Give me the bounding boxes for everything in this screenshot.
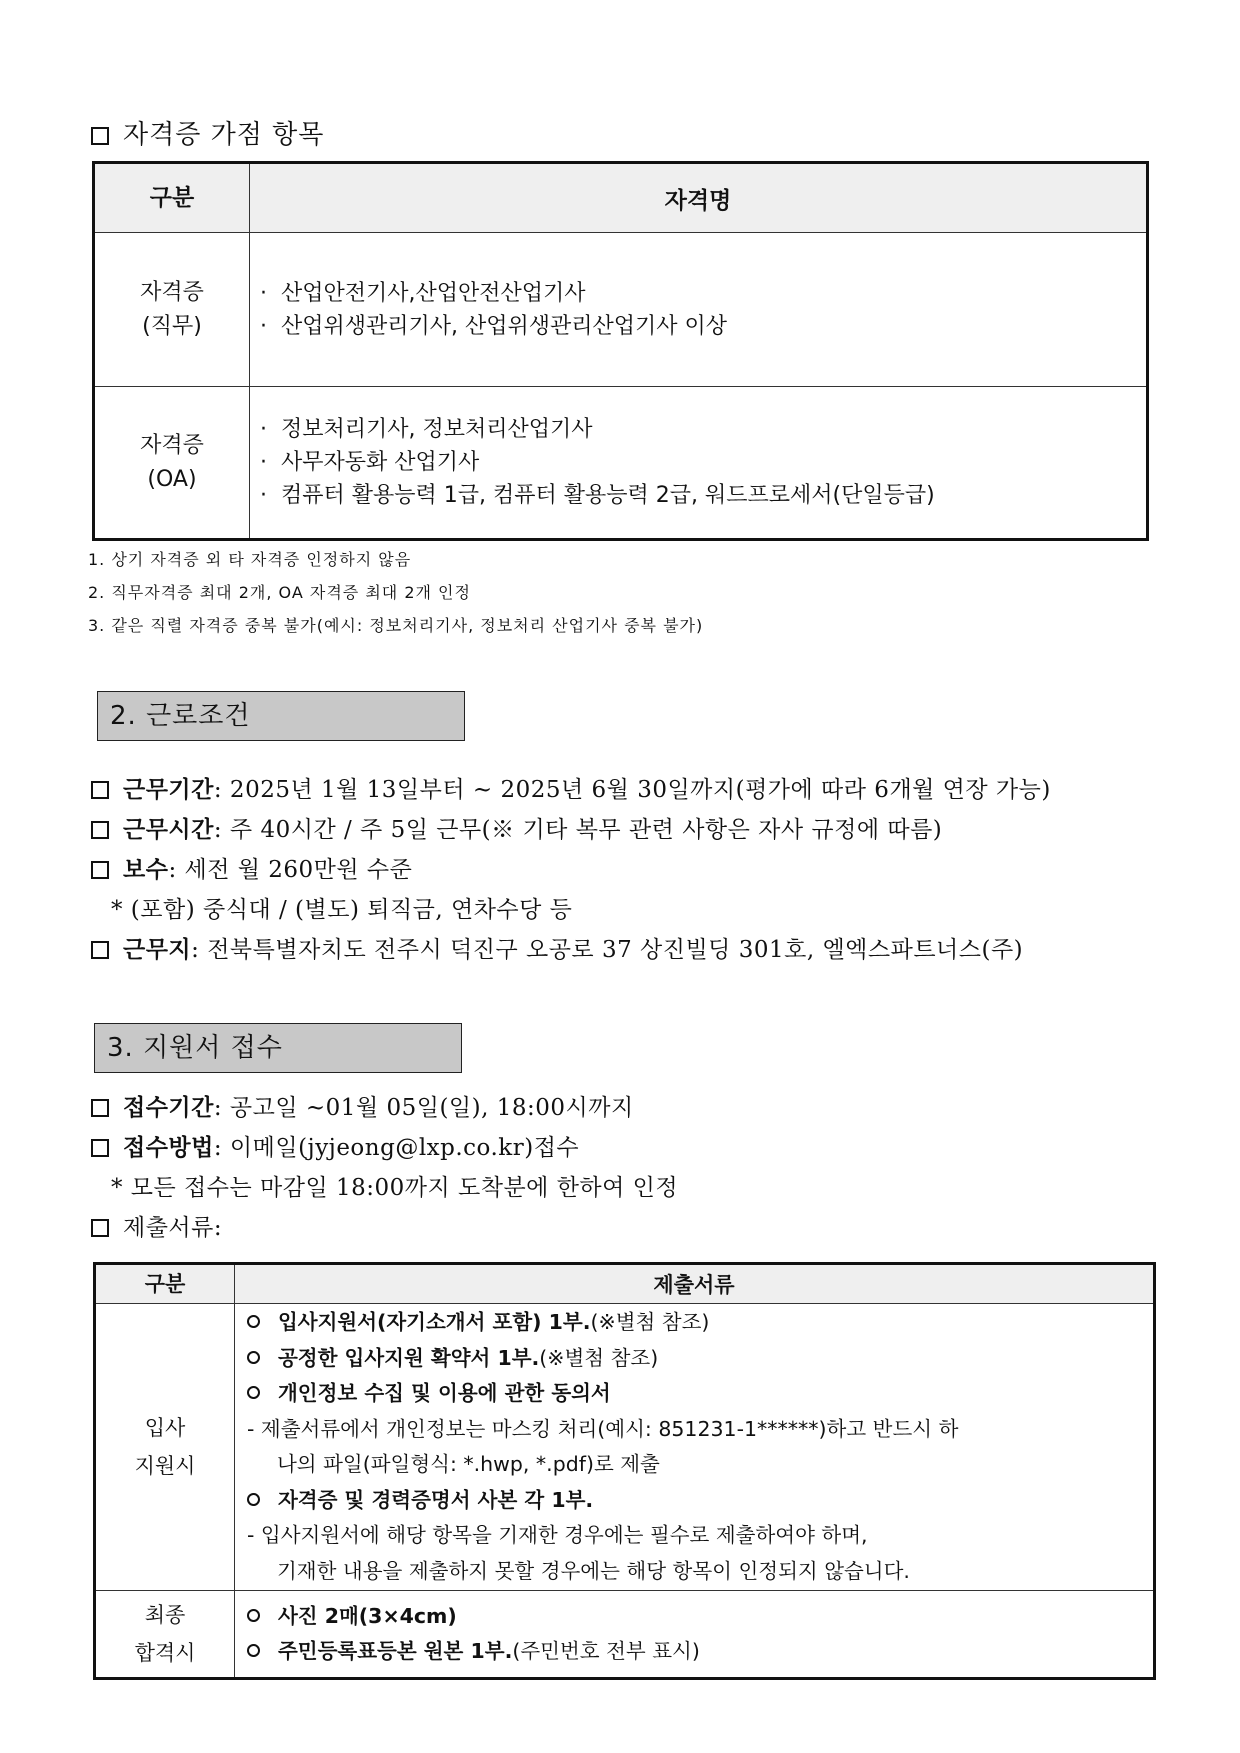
circle-bullet-icon [247, 1386, 260, 1399]
row-items [235, 1591, 1155, 1679]
list-note: * 모든 접수는 마감일 18:00까지 도착분에 한하여 인정 [111, 1175, 679, 1201]
note-line: 2. 직무자격증 최대 2개, OA 자격증 최대 2개 인정 [88, 583, 471, 602]
checkbox-square-icon [91, 861, 109, 879]
circle-bullet-icon [247, 1315, 260, 1328]
row-items [235, 1304, 1155, 1591]
list-subitem: - 제출서류에서 개인정보는 마스킹 처리(예시: 851231-1******)하고 반드시 하 [247, 1416, 959, 1441]
checkbox-square-icon [91, 1099, 109, 1117]
row-category: 입사 지원시 [95, 1304, 235, 1591]
list-item: 공정한 입사지원 확약서 1부.(※별첨 참조) [247, 1341, 1152, 1377]
table-row [94, 387, 1148, 540]
checkbox-square-icon [91, 781, 109, 799]
list-item: 주민등록표등본 원본 1부.(주민번호 전부 표시) [247, 1634, 1152, 1670]
row-items [250, 387, 1148, 540]
row-items [250, 233, 1148, 387]
circle-bullet-icon [247, 1644, 260, 1657]
list-subitem: 나의 파일(파일형식: *.hwp, *.pdf)로 제출 [277, 1452, 660, 1476]
section-heading-apply: 3. 지원서 접수 [94, 1023, 462, 1073]
documents-table [93, 1262, 1156, 1680]
list-item: 접수기간: 공고일 ~01월 05일(일), 18:00시까지 [91, 1088, 678, 1128]
checkbox-square-icon [91, 1219, 109, 1237]
list-item: 입사지원서(자기소개서 포함) 1부.(※별첨 참조) [247, 1305, 1152, 1341]
list-item: 근무지: 전북특별자치도 전주시 덕진구 오공로 37 상진빌딩 301호, 엘엑스파트너스(주) [91, 930, 1051, 970]
circle-bullet-icon [247, 1351, 260, 1364]
row-category: 최종 합격시 [95, 1591, 235, 1679]
table-row [95, 1591, 1155, 1679]
column-header: 구분 [95, 1264, 235, 1304]
checkbox-square-icon [91, 941, 109, 959]
application-list [91, 1088, 678, 1248]
row-category: 자격증 (직무) [94, 233, 250, 387]
circle-bullet-icon [247, 1493, 260, 1506]
table-header-row [94, 163, 1148, 233]
checkbox-square-icon [91, 127, 109, 145]
circle-bullet-icon [247, 1609, 260, 1622]
checkbox-square-icon [91, 1139, 109, 1157]
list-item: · 사무자동화 산업기사 [260, 450, 480, 475]
table-row [94, 233, 1148, 387]
list-item: 사진 2매(3×4cm) [247, 1599, 1152, 1635]
row-category: 자격증 (OA) [94, 387, 250, 540]
list-item: · 컴퓨터 활용능력 1급, 컴퓨터 활용능력 2급, 워드프로세서(단일등급) [260, 483, 935, 508]
list-item: 제출서류: [91, 1208, 678, 1248]
list-item: · 산업안전기사,산업안전산업기사 [260, 280, 586, 306]
list-item: 접수방법: 이메일(jyjeong@lxp.co.kr)접수 [91, 1128, 678, 1168]
column-header: 제출서류 [235, 1264, 1155, 1304]
list-item: 개인정보 수집 및 이용에 관한 동의서 [247, 1376, 1152, 1412]
list-item: 근무시간: 주 40시간 / 주 5일 근무(※ 기타 복무 관련 사항은 자사 규정에 따름) [91, 810, 1051, 850]
list-item: 근무기간: 2025년 1월 13일부터 ~ 2025년 6월 30일까지(평가에 따라 6개월 연장 가능) [91, 770, 1051, 810]
list-item: 자격증 및 경력증명서 사본 각 1부. [247, 1483, 1152, 1519]
section-heading-work: 2. 근로조건 [97, 691, 465, 741]
column-header: 구분 [94, 163, 250, 233]
checkbox-square-icon [91, 821, 109, 839]
cert-notes [88, 543, 703, 642]
note-line: 1. 상기 자격증 외 타 자격증 인정하지 않음 [88, 550, 412, 569]
list-item: · 정보처리기사, 정보처리산업기사 [260, 417, 593, 442]
list-subitem: - 입사지원서에 해당 항목을 기재한 경우에는 필수로 제출하여야 하며, [247, 1523, 868, 1547]
list-item: · 산업위생관리기사, 산업위생관리산업기사 이상 [260, 313, 728, 339]
cert-table [92, 161, 1149, 541]
note-line: 3. 같은 직렬 자격증 중복 불가(예시: 정보처리기사, 정보처리 산업기사 중복 불가) [88, 616, 704, 635]
column-header: 자격명 [250, 163, 1148, 233]
list-note: * (포함) 중식대 / (별도) 퇴직금, 연차수당 등 [111, 897, 573, 923]
table-header-row [95, 1264, 1155, 1304]
list-subitem: 기재한 내용을 제출하지 못할 경우에는 해당 항목이 인정되지 않습니다. [277, 1558, 910, 1583]
work-conditions-list [91, 770, 1051, 970]
cert-section-title: 자격증 가점 항목 [91, 114, 324, 151]
table-row [95, 1304, 1155, 1591]
list-item: 보수: 세전 월 260만원 수준 [91, 850, 1051, 890]
